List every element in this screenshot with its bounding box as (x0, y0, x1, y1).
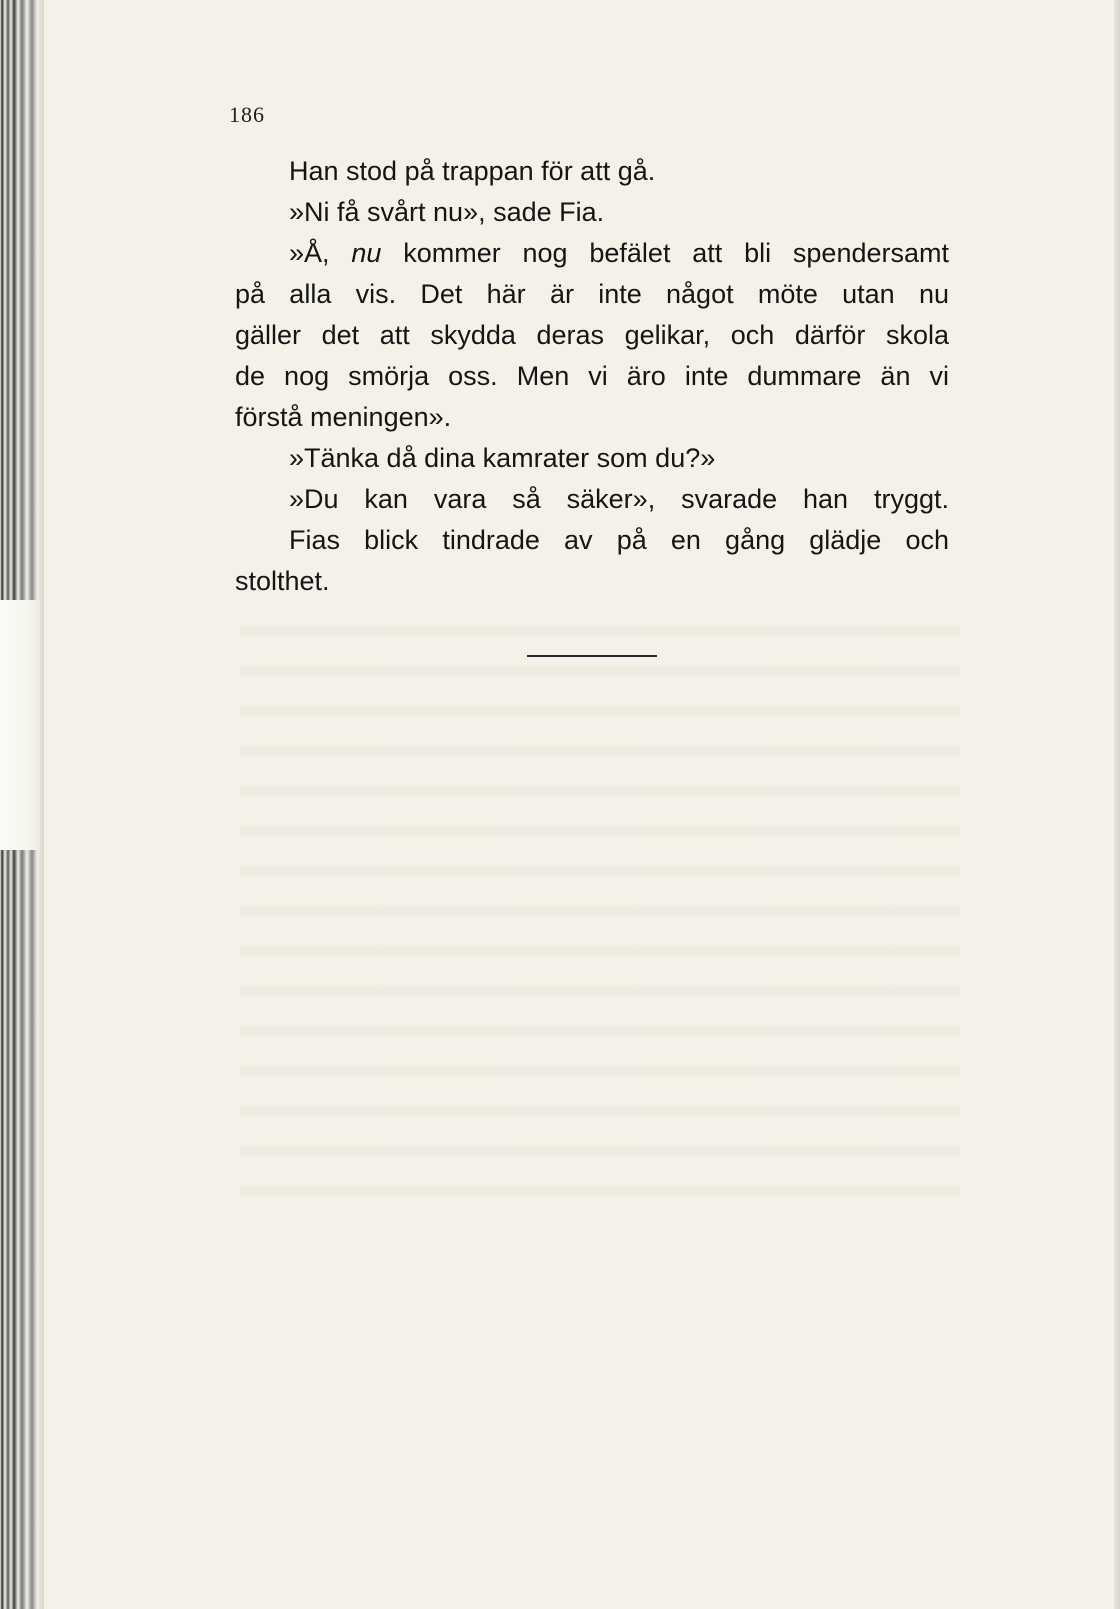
text-line: förstå meningen». (235, 402, 452, 432)
section-separator-rule (527, 655, 657, 657)
text-line: gäller det att skydda deras gelikar, och därför skola (235, 320, 949, 350)
text-line: de nog smörja oss. Men vi äro inte dummare än vi (235, 361, 949, 391)
text-line: »Tänka då dina kamrater som du?» (289, 443, 716, 473)
text-segment: kommer nog befälet att bli spendersamt (381, 238, 949, 268)
emphasis-word: nu (351, 238, 382, 268)
text-line: stolthet. (235, 566, 330, 596)
binding-gap (0, 600, 40, 850)
text-line: »Ni få svårt nu», sade Fia. (289, 197, 605, 227)
body-text (235, 151, 949, 602)
show-through-text (240, 600, 960, 1220)
text-line (235, 233, 949, 274)
text-line: »Du kan vara så säker», svarade han tryggt. (289, 484, 949, 514)
text-segment: »Å, (289, 238, 352, 268)
page-number: 186 (229, 102, 265, 127)
text-line: på alla vis. Det här är inte något möte utan nu (235, 279, 949, 309)
text-line: Fias blick tindrade av på en gång glädje och (289, 525, 949, 555)
page-right-edge (1114, 0, 1120, 1609)
text-line: Han stod på trappan för att gå. (289, 156, 656, 186)
